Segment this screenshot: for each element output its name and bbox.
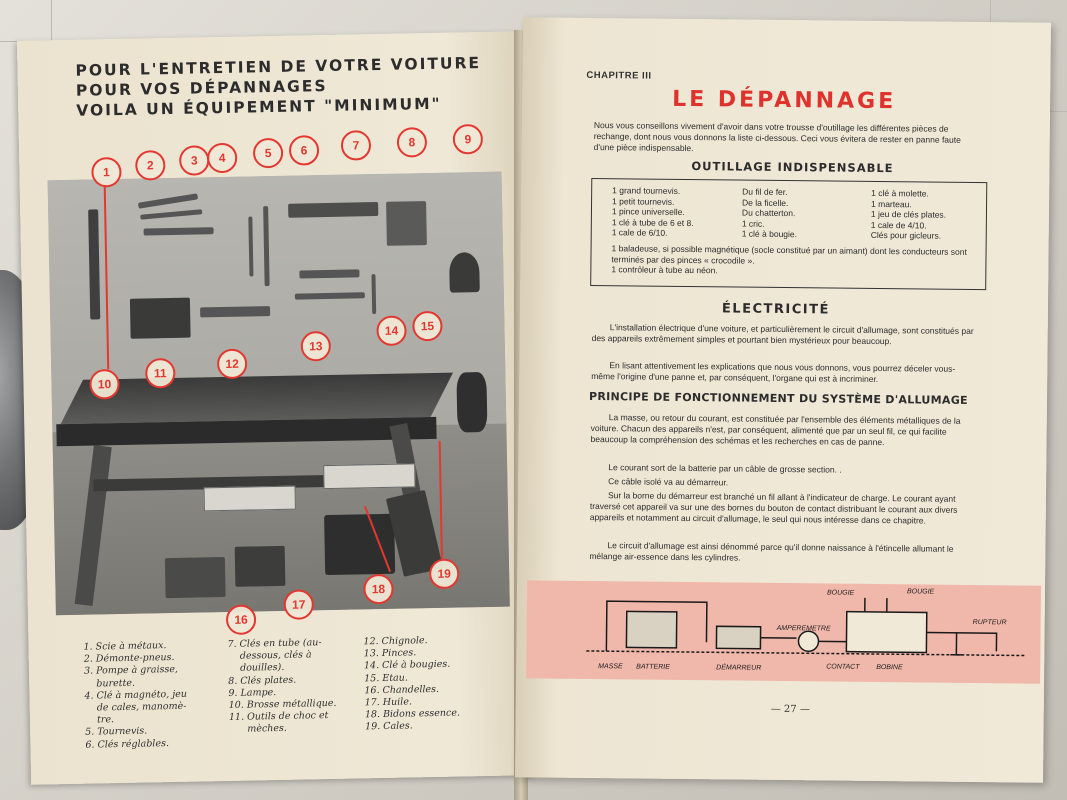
grease-pump-tool xyxy=(144,227,214,235)
callout-18: 18 xyxy=(363,574,394,605)
legend-item: 6. Clés réglables. xyxy=(85,737,170,751)
chisel-set xyxy=(130,298,191,339)
fuel-cans xyxy=(324,514,395,575)
label-amperemetre: AMPEREMETRE xyxy=(776,624,831,633)
callout-7: 7 xyxy=(341,130,372,161)
legend-item: 16. Chandelles. xyxy=(364,683,440,697)
left-heading-line-2: POUR VOS DÉPANNAGES xyxy=(75,76,328,100)
legend-item: 2. Démonte-pneus. xyxy=(83,652,175,665)
tools-note: 1 contrôleur à tube au néon. xyxy=(611,264,718,276)
tools-box xyxy=(590,178,987,290)
legend-item: 15. Etau. xyxy=(364,672,408,684)
legend-item: 11. Outils de choc et xyxy=(228,710,329,724)
legend-column-2 xyxy=(227,637,337,737)
label-rupteur: RUPTEUR xyxy=(972,618,1007,627)
saw-tool xyxy=(88,209,100,319)
legend-item: douilles). xyxy=(227,662,285,675)
principle-paragraph: Le courant sort de la batterie par un câble de grosse section. . xyxy=(608,462,842,475)
label-bougie-2: BOUGIE xyxy=(906,588,935,596)
legend-item: 1. Scie à métaux. xyxy=(83,640,167,653)
principle-paragraph: Sur la borne du démarreur est branché un fil allant à l'indicateur de charge. Le courant ayant traversé cet appareil va sur une des bornes du bouton de contact distribuant le courant aux divers appareils et notamment au circuit d'allumage, le seul qui nous intéresse dans ce chapitre. xyxy=(589,490,958,526)
tool-item: 1 grand tournevis. xyxy=(612,185,681,196)
callout-6: 6 xyxy=(289,135,320,166)
oil-cans-floor xyxy=(235,546,286,587)
callout-15: 15 xyxy=(412,311,443,342)
tools-notes xyxy=(611,243,971,279)
callout-4: 4 xyxy=(207,143,238,174)
tool-item: 1 marteau. xyxy=(871,198,912,209)
stands-object xyxy=(165,557,226,598)
tube-wrenches xyxy=(288,202,378,218)
lamp-object xyxy=(449,252,480,293)
wooden-box xyxy=(323,463,415,489)
label-masse: MASSE xyxy=(598,663,623,671)
tool-item: 1 clé à tube de 6 et 8. xyxy=(611,216,694,228)
tool-item: 1 cale de 4/10. xyxy=(870,219,927,231)
legend-item: de cales, manomè- xyxy=(84,700,187,714)
callout-2: 2 xyxy=(135,150,166,181)
principle-paragraph: Ce câble isolé va au démarreur. xyxy=(608,476,729,488)
legend-item: 5. Tournevis. xyxy=(85,725,148,739)
chapter-label: CHAPITRE III xyxy=(586,69,652,82)
legend-column-1 xyxy=(83,640,188,752)
legend-item: 9. Lampe. xyxy=(228,686,277,699)
page-title: LE DÉPANNAGE xyxy=(672,86,897,115)
label-contact: CONTACT xyxy=(826,663,860,671)
callout-16: 16 xyxy=(226,604,257,635)
tool-item: De la ficelle. xyxy=(742,197,789,208)
legend-item: tre. xyxy=(84,714,115,726)
callout-13: 13 xyxy=(301,331,332,362)
tool-item: Clés pour gicleurs. xyxy=(870,230,942,242)
tools-column-1 xyxy=(612,185,694,239)
callout-17: 17 xyxy=(283,589,314,620)
intro-paragraph: Nous vous conseillons vivement d'avoir dans votre trousse d'outillage les différentes pièces de rechange, dont nous vous donnons la liste ci-dessous. Ceci vous évitera de rester en panne faute d'une pièce indispensable. xyxy=(593,120,961,154)
page-number: — 27 — xyxy=(770,703,810,716)
spark-plug-wrench xyxy=(371,274,376,314)
tool-item: 1 clé à molette. xyxy=(871,187,929,199)
tools-column-2 xyxy=(742,187,798,241)
label-bobine: BOBINE xyxy=(876,663,903,672)
tool-item: Du fil de fer. xyxy=(742,186,788,198)
tool-item: 1 jeu de clés plates. xyxy=(870,209,947,220)
legend-item: 12. Chignole. xyxy=(363,635,428,648)
left-heading-line-1: POUR L'ENTRETIEN DE VOTRE VOITURE xyxy=(75,54,482,80)
tool-item: 1 pince universelle. xyxy=(611,206,685,218)
tools-note: 1 baladeuse, si possible magnétique (socle constitué par un aimant) dont les conducteurs sont terminés par des pinces « crocodile ». xyxy=(611,243,967,266)
vise-object xyxy=(456,372,487,433)
legend-column-3 xyxy=(363,635,460,734)
callout-19: 19 xyxy=(429,559,460,590)
open-booklet xyxy=(14,14,1054,796)
principle-paragraph: Le circuit d'allumage est ainsi dénommé parce qu'il donne naissance à l'étincelle allumant le mélange air-essence dans les cylindres. xyxy=(589,540,954,563)
left-page xyxy=(17,31,535,785)
legend-item: burette. xyxy=(84,677,136,690)
legend-item: 19. Cales. xyxy=(365,720,413,733)
callout-3: 3 xyxy=(179,145,210,176)
electricity-heading: ÉLECTRICITÉ xyxy=(721,301,830,318)
callout-8: 8 xyxy=(397,127,428,158)
legend-item: 7. Clés en tube (au- xyxy=(227,637,322,650)
legend-item: 4. Clé à magnéto, jeu xyxy=(84,688,188,702)
tool-item: 1 cric. xyxy=(741,218,765,229)
tool-item: 1 cale de 6/10. xyxy=(611,227,668,239)
label-demarreur: DÉMARREUR xyxy=(716,664,762,672)
tools-heading: OUTILLAGE INDISPENSABLE xyxy=(691,159,894,176)
pliers-tool xyxy=(299,269,359,278)
electricity-paragraph: L'installation électrique d'une voiture, et particulièrement le circuit d'allumage, sont constitués par des appareils extrêmement simples et pourtant bien mystérieux pour beaucoup. xyxy=(591,322,974,347)
drill-tool xyxy=(200,306,270,317)
principle-paragraph: La masse, ou retour du courant, est constituée par l'ensemble des éléments métalliques de la voiture. Chacun des appareils n'est, par conséquent, alimenté que par un seul fil, ce qui facilite beaucoup la compréhension des schémas et les recherches en cas de panne. xyxy=(590,412,961,448)
legend-item: 14. Clé à bougies. xyxy=(363,659,451,672)
callout-1: 1 xyxy=(91,157,122,188)
label-batterie: BATTERIE xyxy=(636,663,670,671)
right-page xyxy=(515,17,1051,782)
workbench-top xyxy=(61,373,453,425)
label-bougie-1: BOUGIE xyxy=(826,589,855,597)
tools-column-3 xyxy=(871,188,947,242)
tool-item: Du chatterton. xyxy=(741,207,796,219)
tool-item: 1 clé à bougie. xyxy=(741,228,798,240)
legend-item: 17. Huile. xyxy=(364,696,413,709)
callout-14: 14 xyxy=(376,315,407,346)
callout-10: 10 xyxy=(89,369,120,400)
legend-item: 8. Clés plates. xyxy=(228,674,297,687)
callout-9: 9 xyxy=(453,124,484,155)
flat-wrenches xyxy=(386,201,427,246)
legend-item: 18. Bidons essence. xyxy=(364,707,461,721)
left-heading-line-3: VOILA UN ÉQUIPEMENT "MINIMUM" xyxy=(76,94,442,120)
tool-item: 1 petit tournevis. xyxy=(612,195,675,207)
callout-12: 12 xyxy=(217,349,248,380)
ignition-principle-heading: PRINCIPE DE FONCTIONNEMENT DU SYSTÈME D'ALLUMAGE xyxy=(588,389,968,407)
callout-5: 5 xyxy=(253,138,284,169)
oil-cans-row xyxy=(204,486,296,512)
legend-item: 3. Pompe à graisse, xyxy=(83,664,179,678)
legend-item: 13. Pinces. xyxy=(363,647,417,660)
electricity-paragraph: En lisant attentivement les explications que nous vous donnons, vous pourrez déceler vous-même l'origine d'une panne et, par conséquent, l'organe qui est à incriminer. xyxy=(591,360,956,384)
legend-item: 10. Brosse métallique. xyxy=(228,697,337,711)
legend-item: dessous, clés à xyxy=(227,649,312,663)
ignition-circuit-diagram xyxy=(526,580,1041,683)
legend-item: mèches. xyxy=(229,723,287,736)
callout-11: 11 xyxy=(145,358,176,389)
